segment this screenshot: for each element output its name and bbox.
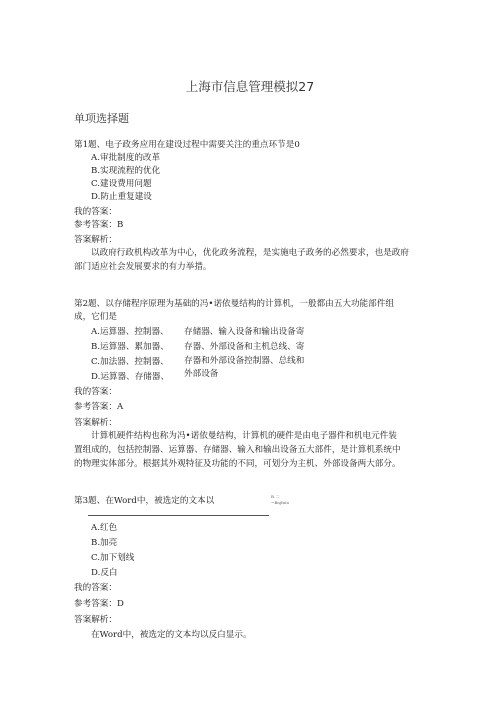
- q1-analysis-line: 以政府行政机构改革为中心，优化政务流程，是实施电子政务的必然要求，也是政府: [91, 248, 409, 258]
- q2-analysis-line: 计算机硬件结构也称为冯•诺依曼结构，计算机的硬件是由电子器件和机电元件装: [91, 431, 397, 441]
- q2-option-a[interactable]: A.运算器、控制器、: [91, 327, 169, 337]
- q3-option-b[interactable]: B.加亮: [91, 538, 118, 548]
- q2-analysis-line: 的物理实体部分。根据其外观特征及功能的不同，可划分为主机、外部设备两大部分。: [74, 459, 401, 469]
- q1-analysis-line: 部门适应社会发展要求的有力举措。: [74, 262, 212, 272]
- q2-my-answer: 我的答案：: [74, 387, 117, 397]
- q2-option-continuation: 存器和外部设备控制器、总线和: [184, 356, 305, 366]
- q3-analysis-label: 答案解析：: [74, 615, 117, 625]
- q1-reference-answer: 参考答案：B: [74, 220, 124, 230]
- q2-analysis-label: 答案解析：: [74, 418, 117, 428]
- q3-option-a[interactable]: A.红色: [91, 523, 118, 533]
- q1-question: 第1题、电子政务应用在建设过程中需要关注的重点环节是0: [74, 140, 300, 150]
- page-title: 上海市信息管理模拟27: [185, 79, 315, 94]
- q2-option-continuation: 存器、外部设备和主机总线、寄: [184, 342, 305, 352]
- q3-margin-note: ~Bnjfnto: [271, 500, 290, 505]
- q2-option-c[interactable]: C.加法器、控制器、: [91, 357, 169, 367]
- q3-my-answer: 我的答案：: [74, 583, 117, 593]
- q1-option-b[interactable]: B.实现流程的优化: [91, 166, 161, 176]
- q3-reference-answer: 参考答案：D: [74, 599, 124, 609]
- q1-analysis-label: 答案解析：: [74, 235, 117, 245]
- q2-question: 第2题、以存储程序原理为基础的冯•诺依曼结构的计算机，一般都由五大功能部件组: [74, 299, 394, 309]
- q2-option-b[interactable]: B.运算器、累加器、: [91, 342, 169, 352]
- q3-option-c[interactable]: C.加下划线: [91, 553, 135, 563]
- q3-question: 第3题、在Word中，被选定的文本以: [74, 496, 215, 506]
- q2-analysis-line: 置组成的，包括控制器、运算器、存储器、输入和输出设备五大部件，是计算机系统中: [74, 445, 401, 455]
- q1-option-d[interactable]: D.防止重复建设: [91, 192, 152, 202]
- q1-my-answer: 我的答案：: [74, 207, 117, 217]
- q2-question: 成，它们是: [74, 312, 117, 322]
- q2-option-continuation: 外部设备: [184, 369, 219, 379]
- q3-margin-note: B.二: [271, 494, 280, 499]
- q3-answer-blank: [88, 515, 269, 516]
- q2-reference-answer: 参考答案：A: [74, 402, 124, 412]
- q2-option-d[interactable]: D.运算器、存储器、: [91, 372, 170, 382]
- q1-option-c[interactable]: C.建设费用问题: [91, 179, 152, 189]
- q1-option-a[interactable]: A.审批制度的改革: [91, 153, 161, 163]
- q2-option-continuation: 存储器、输入设备和输出设备寄: [184, 327, 305, 337]
- section-heading: 单项选择题: [74, 112, 129, 125]
- q3-option-d[interactable]: D.反白: [91, 568, 118, 578]
- q3-analysis-line: 在Word中，被选定的文本均以反白显示。: [91, 630, 252, 640]
